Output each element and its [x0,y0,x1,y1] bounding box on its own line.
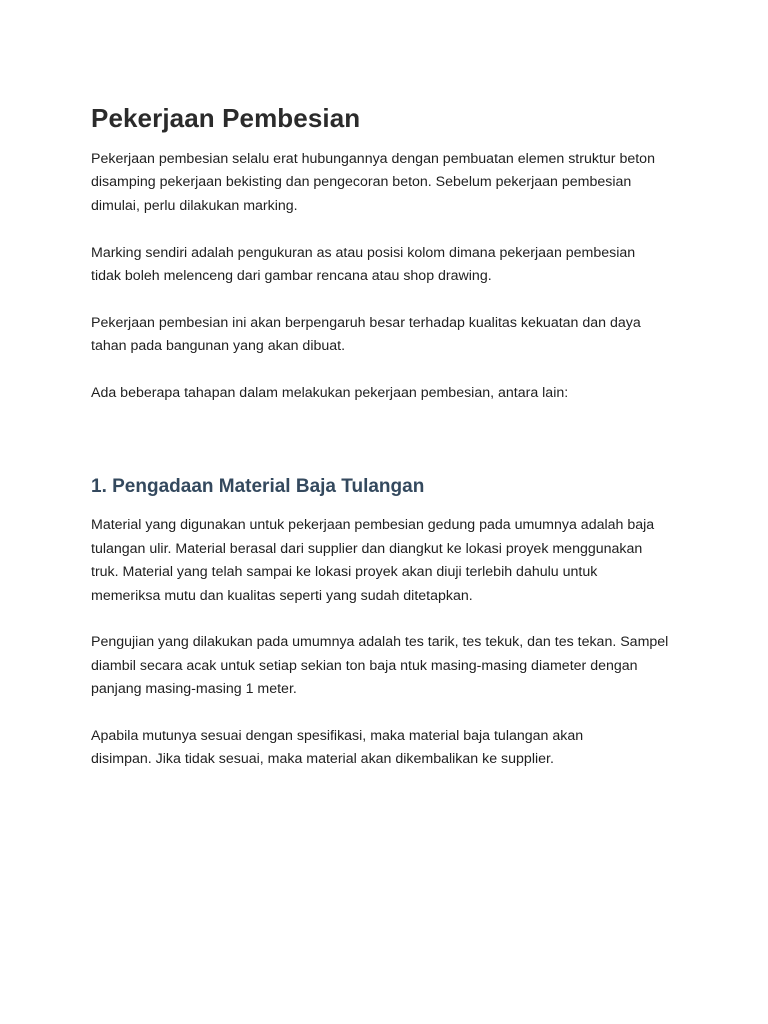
text-line: tidak boleh melenceng dari gambar rencana atau shop drawing. [91,268,492,285]
text-line: Ada beberapa tahapan dalam melakukan pekerjaan pembesian, antara lain: [91,385,569,402]
page-title: Pekerjaan Pembesian [91,103,361,133]
text-line: Marking sendiri adalah pengukuran as atau posisi kolom dimana pekerjaan pembesian [91,244,636,261]
section-heading: 1. Pengadaan Material Baja Tulangan [91,476,425,498]
section-paragraph-3 [91,725,701,772]
text-line: memeriksa mutu dan kualitas seperti yang sudah ditetapkan. [91,587,473,604]
text-line: Pengujian yang dilakukan pada umumnya adalah tes tarik, tes tekuk, dan tes tekan. Sampel [91,634,669,651]
text-line: truk. Material yang telah sampai ke lokasi proyek akan diuji terlebih dahulu untuk [91,564,598,581]
intro-paragraph-4 [91,382,701,405]
intro-paragraph-3 [91,312,701,359]
text-line: panjang masing-masing 1 meter. [91,681,297,698]
text-line: Pekerjaan pembesian selalu erat hubungannya dengan pembuatan elemen struktur beton [91,151,655,167]
section-paragraph-2 [91,631,701,701]
text-line: dimulai, perlu dilakukan marking. [91,197,298,214]
text-line: Material yang digunakan untuk pekerjaan pembesian gedung pada umumnya adalah baja [91,517,655,534]
text-line: Apabila mutunya sesuai dengan spesifikasi, maka material baja tulangan akan [91,728,584,745]
text-line: diambil secara acak untuk setiap sekian ton baja ntuk masing-masing diameter dengan [91,657,638,674]
text-line: Pekerjaan pembesian ini akan berpengaruh besar terhadap kualitas kekuatan dan daya [91,314,641,331]
text-line: tahan pada bangunan yang akan dibuat. [91,338,346,355]
document-page [91,100,701,772]
intro-paragraph-2 [91,242,701,289]
text-line: disimpan. Jika tidak sesuai, maka material akan dikembalikan ke supplier. [91,751,554,768]
text-line: tulangan ulir. Material berasal dari supplier dan diangkut ke lokasi proyek menggunakan [91,540,643,557]
text-line: disamping pekerjaan bekisting dan pengecoran beton. Sebelum pekerjaan pembesian [91,174,632,191]
intro-paragraph-1 [91,148,701,218]
section-paragraph-1 [91,514,701,608]
